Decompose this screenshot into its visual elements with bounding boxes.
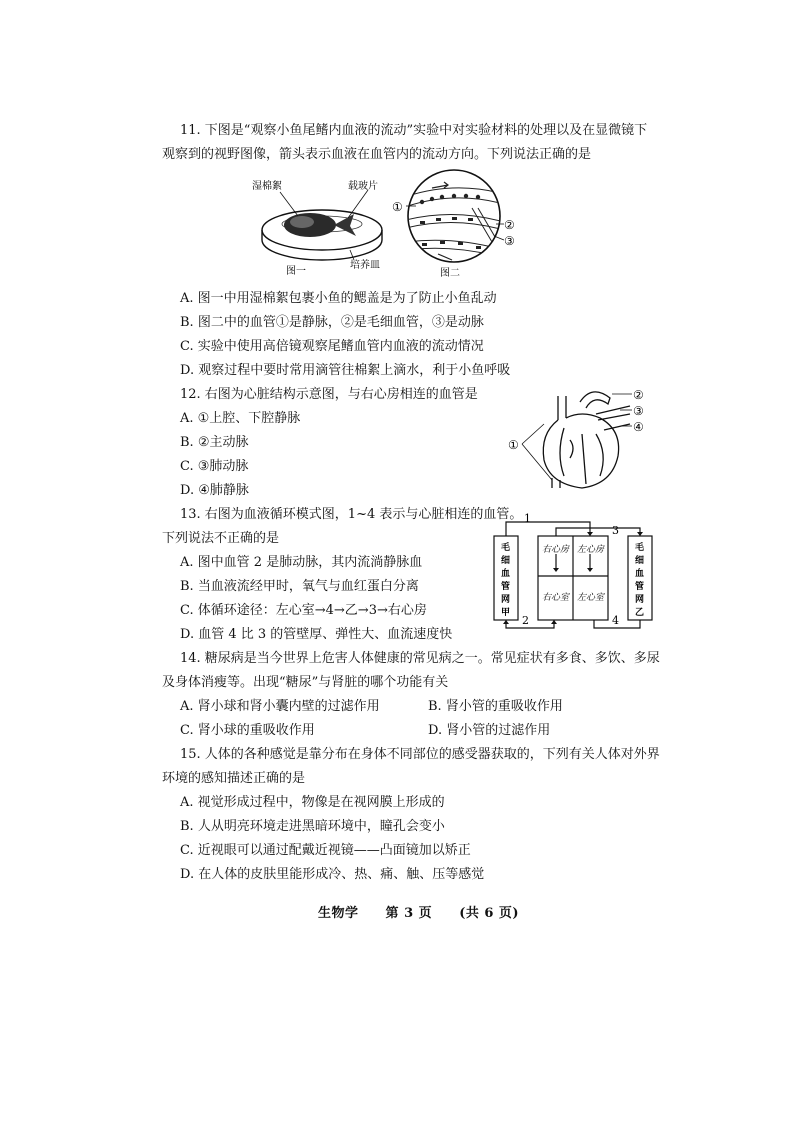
q11-option-b: B. 图二中的血管①是静脉，②是毛细血管，③是动脉 xyxy=(180,315,484,330)
q11-option-a: A. 图一中用湿棉絮包裹小鱼的鳃盖是为了防止小鱼乱动 xyxy=(180,291,497,306)
right-capillary-char: 网 xyxy=(635,595,645,605)
fig2-marker-3: ③ xyxy=(504,234,515,248)
fig1-label-dish: 培养皿 xyxy=(350,260,380,271)
heart-marker-3: ③ xyxy=(633,404,644,418)
vessel-label-4: 4 xyxy=(612,614,619,627)
q14-option-d: D. 肾小管的过滤作用 xyxy=(428,723,551,738)
q14-option-a: A. 肾小球和肾小囊内壁的过滤作用 xyxy=(180,699,380,714)
q15-stem-line1: 15. 人体的各种感觉是靠分布在身体不同部位的感受器获取的，下列有关人体对外界 xyxy=(180,747,660,762)
q13-option-a: A. 图中血管 2 是肺动脉，其内流淌静脉血 xyxy=(180,555,423,570)
q12-heart-diagram xyxy=(500,384,670,494)
q15-option-a: A. 视觉形成过程中，物像是在视网膜上形成的 xyxy=(180,795,445,810)
q15-option-b: B. 人从明亮环境走进黑暗环境中，瞳孔会变小 xyxy=(180,819,445,834)
q15-option-d: D. 在人体的皮肤里能形成冷、热、痛、触、压等感觉 xyxy=(180,867,485,882)
q13-option-c: C. 体循环途径：左心室→4→乙→3→右心房 xyxy=(180,603,427,618)
right-atrium-label: 右心房 xyxy=(542,545,570,555)
q11-option-c: C. 实验中使用高倍镜观察尾鳍血管内血液的流动情况 xyxy=(180,339,484,354)
page-footer xyxy=(318,902,541,921)
vessel-label-1: 1 xyxy=(524,512,531,525)
q14-stem-line1: 14. 糖尿病是当今世界上危害人体健康的常见病之一。常见症状有多食、多饮、多尿 xyxy=(180,651,660,666)
q14-stem-line2: 及身体消瘦等。出现“糖尿”与肾脏的哪个功能有关 xyxy=(162,675,449,690)
footer-page: 第 3 页 xyxy=(385,906,433,921)
q12-option-c: C. ③肺动脉 xyxy=(180,459,249,474)
left-ventricle-label: 左心室 xyxy=(577,593,605,603)
left-capillary-char: 血 xyxy=(501,569,511,579)
right-capillary-char: 管 xyxy=(635,582,645,592)
q15-stem-line2: 环境的感知描述正确的是 xyxy=(162,771,306,786)
left-capillary-char: 管 xyxy=(501,582,511,592)
q12-option-d: D. ④肺静脉 xyxy=(180,483,249,498)
heart-marker-1: ① xyxy=(508,438,519,452)
q15-option-c: C. 近视眼可以通过配戴近视镜——凸面镜加以矫正 xyxy=(180,843,471,858)
left-capillary-char: 网 xyxy=(501,595,511,605)
q11-stem-line2: 观察到的视野图像，箭头表示血液在血管内的流动方向。下列说法正确的是 xyxy=(162,147,592,162)
fig2-caption: 图二 xyxy=(440,268,460,279)
vessel-label-2: 2 xyxy=(522,614,529,627)
q13-circulation-diagram xyxy=(490,512,660,632)
fig1-caption: 图一 xyxy=(286,266,306,277)
q11-figure1-petri-dish xyxy=(250,170,410,280)
q12-option-a: A. ①上腔、下腔静脉 xyxy=(180,411,301,426)
left-capillary-char: 细 xyxy=(501,556,511,566)
right-capillary-char: 细 xyxy=(635,556,645,566)
fig1-label-slide: 载玻片 xyxy=(348,181,378,192)
right-capillary-char: 血 xyxy=(635,569,645,579)
q11-stem-line1: 11. 下图是“观察小鱼尾鳍内血液的流动”实验中对实验材料的处理以及在显微镜下 xyxy=(180,123,648,138)
footer-subject: 生物学 xyxy=(318,906,359,921)
heart-marker-2: ② xyxy=(633,388,644,402)
left-atrium-label: 左心房 xyxy=(577,545,605,555)
q11-option-d: D. 观察过程中要时常用滴管往棉絮上滴水，利于小鱼呼吸 xyxy=(180,363,511,378)
right-capillary-char: 乙 xyxy=(635,608,645,618)
q13-stem-line1: 13. 右图为血液循环模式图，1~4 表示与心脏相连的血管。 xyxy=(180,507,523,522)
q11-figure2-microscope-view xyxy=(392,168,522,280)
heart-marker-4: ④ xyxy=(633,420,644,434)
fig2-marker-2: ② xyxy=(504,218,515,232)
q13-option-b: B. 当血液流经甲时，氧气与血红蛋白分离 xyxy=(180,579,419,594)
footer-total: (共 6 页) xyxy=(459,906,520,921)
q12-stem: 12. 右图为心脏结构示意图，与右心房相连的血管是 xyxy=(180,387,478,402)
q13-option-d: D. 血管 4 比 3 的管壁厚、弹性大、血流速度快 xyxy=(180,627,453,642)
right-ventricle-label: 右心室 xyxy=(542,593,570,603)
q14-option-b: B. 肾小管的重吸收作用 xyxy=(428,699,563,714)
left-capillary-char: 甲 xyxy=(501,608,511,618)
q13-stem-line2: 下列说法不正确的是 xyxy=(162,531,280,546)
fig1-label-cotton: 湿棉絮 xyxy=(252,181,282,192)
fig2-marker-1: ① xyxy=(392,200,403,214)
right-capillary-char: 毛 xyxy=(635,543,645,553)
vessel-label-3: 3 xyxy=(612,524,619,537)
q14-option-c: C. 肾小球的重吸收作用 xyxy=(180,723,315,738)
left-capillary-char: 毛 xyxy=(501,543,511,553)
q12-option-b: B. ②主动脉 xyxy=(180,435,249,450)
